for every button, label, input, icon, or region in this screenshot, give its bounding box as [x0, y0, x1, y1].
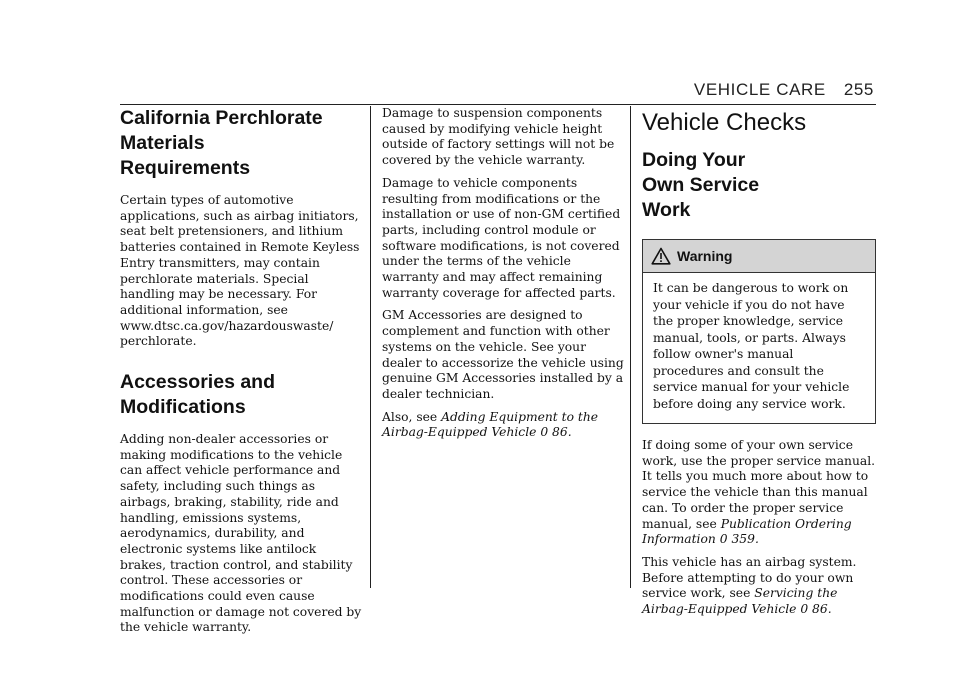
airbag-paragraph — [642, 555, 876, 618]
column-2 — [382, 106, 624, 448]
accessories-heading: Accessories and Modifications — [120, 371, 276, 419]
gm-accessories-paragraph: GM Accessories are designed to complement and function with other systems on the vehicle. See your dealer to accessorize the vehicle using genuine GM Accessories installed by a dealer technician. — [382, 308, 624, 401]
warning-label: Warning — [677, 248, 733, 264]
page-number: 255 — [843, 80, 874, 99]
column-3 — [642, 106, 876, 625]
warning-body — [643, 273, 875, 423]
perchlorate-heading: California Perchlorate Materials Requirements — [120, 107, 323, 179]
running-header — [694, 80, 874, 100]
service-manual-paragraph — [642, 438, 876, 548]
warning-box — [642, 239, 876, 424]
chapter-title: Vehicle Checks — [642, 109, 807, 136]
components-paragraph: Damage to vehicle components resulting from modifications or the installation or use of non-GM certified parts, including control module or software modifications, is not covered under the terms of the vehicle warranty and may affect remaining warranty coverage for affected parts. — [382, 175, 621, 300]
column-1 — [120, 106, 362, 643]
accessories-paragraph: Adding non-dealer accessories or making modifications to the vehicle can affect vehicle performance and safety, including such things as airbags, braking, stability, ride and handling, emissions systems, aerodynamics, durability, and electronic systems like antilock brakes, traction control, and stability control. These accessories or modifications could even cause malfunction or damage not covered by the vehicle warranty. — [120, 432, 362, 635]
column-divider — [370, 106, 371, 588]
page-reference: 0 359. — [719, 532, 759, 547]
airbag-text: This vehicle has an airbag system. Before attempting to do your own service work, see — [642, 554, 857, 601]
page-header — [120, 78, 876, 105]
service-heading: Doing Your Own Service Work — [642, 149, 760, 221]
perchlorate-paragraph: Certain types of automotive applications, such as airbag initiators, seat belt pretensioners, and lithium batteries contained in Remote Keyless Entry transmitters, may contain perchlorate materials. Special handling may be necessary. For additional information, see www.dtsc.ca.gov/hazardouswaste/ perchlorate. — [120, 193, 360, 349]
also-see-text: Also, see — [382, 409, 442, 424]
cross-reference-link[interactable]: Adding Equipment to the Airbag-Equipped Vehicle — [382, 409, 599, 440]
servicing-airbag-link[interactable]: Servicing the Airbag-Equipped Vehicle — [642, 586, 838, 617]
warning-header — [643, 240, 875, 273]
also-see-paragraph — [382, 410, 624, 441]
section-name: VEHICLE CARE — [693, 80, 826, 99]
suspension-paragraph: Damage to suspension components caused by modifying vehicle height outside of factory settings will not be covered by the vehicle warranty. — [382, 106, 615, 168]
service-manual-text: If doing some of your own service work, use the proper service manual. It tells you much more about how to service the vehicle than this manual can. To order the proper service manual, see — [642, 438, 876, 531]
publication-ordering-link[interactable]: Publication Ordering Information — [642, 516, 852, 547]
column-divider — [630, 106, 631, 588]
page-reference: 0 86. — [800, 602, 832, 617]
page-reference: 0 86. — [540, 425, 572, 440]
warning-text: It can be dangerous to work on your vehicle if you do not have the proper knowledge, service manual, tools, or parts. Always follow owner's manual procedures and consult the service manual for your vehicle before doing any service work. — [653, 281, 850, 411]
warning-triangle-icon — [651, 247, 671, 265]
